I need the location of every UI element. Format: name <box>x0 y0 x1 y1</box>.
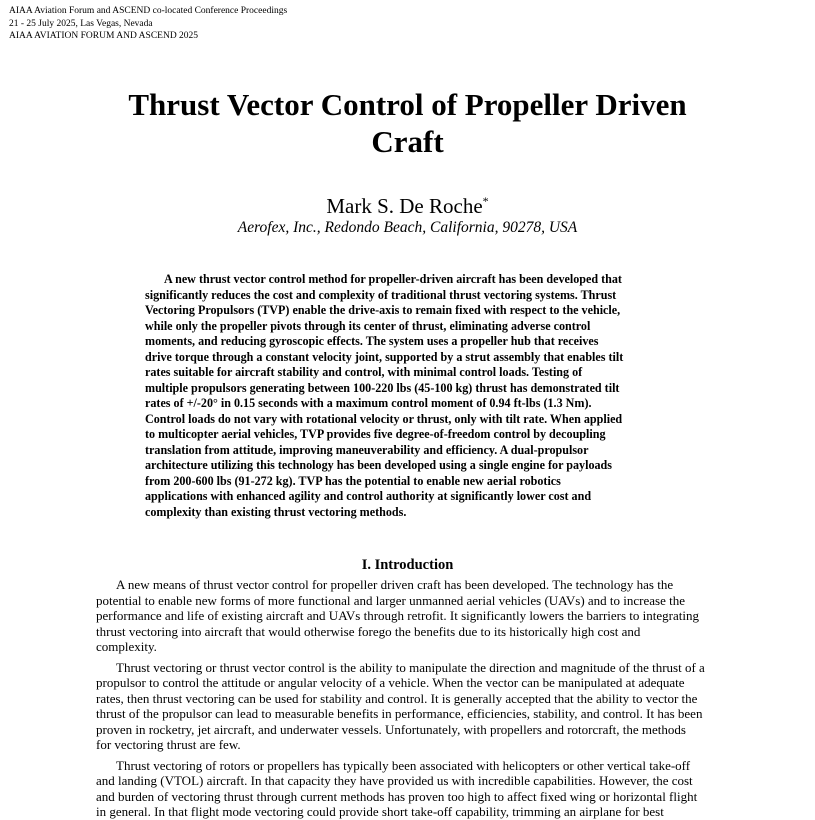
body-paragraph <box>96 758 726 820</box>
body-paragraph <box>96 660 726 753</box>
abstract <box>145 272 677 520</box>
body-line: rates, then thrust vectoring can be used for stability and control. It is generally accepted that the ability to vector the <box>96 690 698 706</box>
author-affiliation: Aerofex, Inc., Redondo Beach, California, 90278, USA <box>237 219 578 236</box>
abstract-line: from 200-600 lbs (91-272 kg). TVP has the potential to enable new aerial robotics <box>145 473 561 488</box>
abstract-line: moments, and reducing gyroscopic effects. The system uses a propeller hub that receives <box>145 334 599 348</box>
title-line-2: Craft <box>371 124 444 159</box>
abstract-line: while only the propeller pivots through its center of thrust, eliminating adverse control <box>145 318 591 333</box>
abstract-line: to multicopter aerial vehicles, TVP provides five degree-of-freedom control by decoupling <box>145 427 606 441</box>
abstract-line: applications with enhanced agility and control authority at significantly lower cost and <box>145 489 592 503</box>
abstract-line: rates of +/-20° in 0.15 seconds with a maximum control moment of 0.94 ft-lbs (1.3 Nm). <box>145 396 592 410</box>
paper-title <box>0 86 815 160</box>
abstract-line: A new thrust vector control method for propeller-driven aircraft has been developed that <box>164 272 622 286</box>
body-line: in general. In that flight mode vectoring could provide short take-off capability, trimming an airplane for best <box>96 804 664 819</box>
body-line: A new means of thrust vector control for propeller driven craft has been developed. The technology has the <box>116 577 674 592</box>
abstract-line: drive torque through a constant velocity joint, supported by a strut assembly that enables tilt <box>145 349 624 364</box>
body-line: Thrust vectoring or thrust vector control is the ability to manipulate the direction and magnitude of the thrust of a <box>116 659 705 675</box>
body-line: for vectoring thrust are few. <box>96 737 241 752</box>
body-line: complexity. <box>96 639 157 654</box>
body-line: thrust of the propulsor can lead to measurable benefits in performance, efficiencies, stability, and control. It has been <box>96 706 703 721</box>
body-line: propulsor to control the attitude or angular velocity of a vehicle. When the vector can be manipulated at adequate <box>96 675 685 690</box>
body-line: Thrust vectoring of rotors or propellers has typically been associated with helicopters or other vertical take-off <box>116 757 691 773</box>
author-line <box>0 193 815 219</box>
abstract-line: Control loads do not vary with rotational velocity or thrust, only with tilt rate. When applied <box>145 411 623 426</box>
body-line: and landing (VTOL) aircraft. In that capacity they have provided us with incredible capabilities. However, the cost <box>96 773 693 788</box>
body-line: proven in rocketry, jet aircraft, and underwater vessels. Unfortunately, with propellers and rotorcraft, the methods <box>96 721 686 737</box>
header-line-forum: AIAA AVIATION FORUM AND ASCEND 2025 <box>9 31 199 41</box>
title-line-1: Thrust Vector Control of Propeller Driven <box>128 87 687 122</box>
conference-header <box>9 5 287 43</box>
abstract-line: translation from attitude, improving maneuverability and efficiency. A dual-propulsor <box>145 442 589 457</box>
abstract-line: significantly reduces the cost and complexity of traditional thrust vectoring systems. Thrust <box>145 287 617 302</box>
abstract-line: complexity than existing thrust vectoring methods. <box>145 504 407 519</box>
body-line: thrust vectoring into aircraft that would otherwise forego the benefits due to its historically high cost and <box>96 623 641 639</box>
abstract-line: rates suitable for aircraft stability and control, with minimal control loads. Testing of <box>145 365 583 379</box>
header-line-dates: 21 - 25 July 2025, Las Vegas, Nevada <box>9 18 153 29</box>
author-name: Mark S. De Roche <box>326 194 483 218</box>
section-heading-introduction: I. Introduction <box>361 557 454 573</box>
author-footnote-mark: * <box>482 194 489 208</box>
body-line: and burden of vectoring thrust through current methods has proven too high to affect fixed wing or horizontal flight <box>96 788 698 804</box>
header-line-proceedings: AIAA Aviation Forum and ASCEND co-located Conference Proceedings <box>9 6 288 16</box>
abstract-line: architecture utilizing this technology has been developed using a single engine for payloads <box>145 458 612 472</box>
abstract-line: Vectoring Propulsors (TVP) enable the drive-axis to remain fixed with respect to the vehicle, <box>145 303 621 317</box>
introduction-body <box>96 577 726 820</box>
body-line: potential to enable new forms of more functional and larger unmanned aerial vehicles (UAVs) and to increase the <box>96 592 686 608</box>
abstract-line: multiple propulsors generating between 100-220 lbs (45-100 kg) thrust has demonstrated tilt <box>145 380 620 395</box>
body-paragraph <box>96 577 726 655</box>
body-line: performance and life of existing aircraft and UAVs through retrofit. It significantly lowers the barriers to integrating <box>96 608 699 623</box>
